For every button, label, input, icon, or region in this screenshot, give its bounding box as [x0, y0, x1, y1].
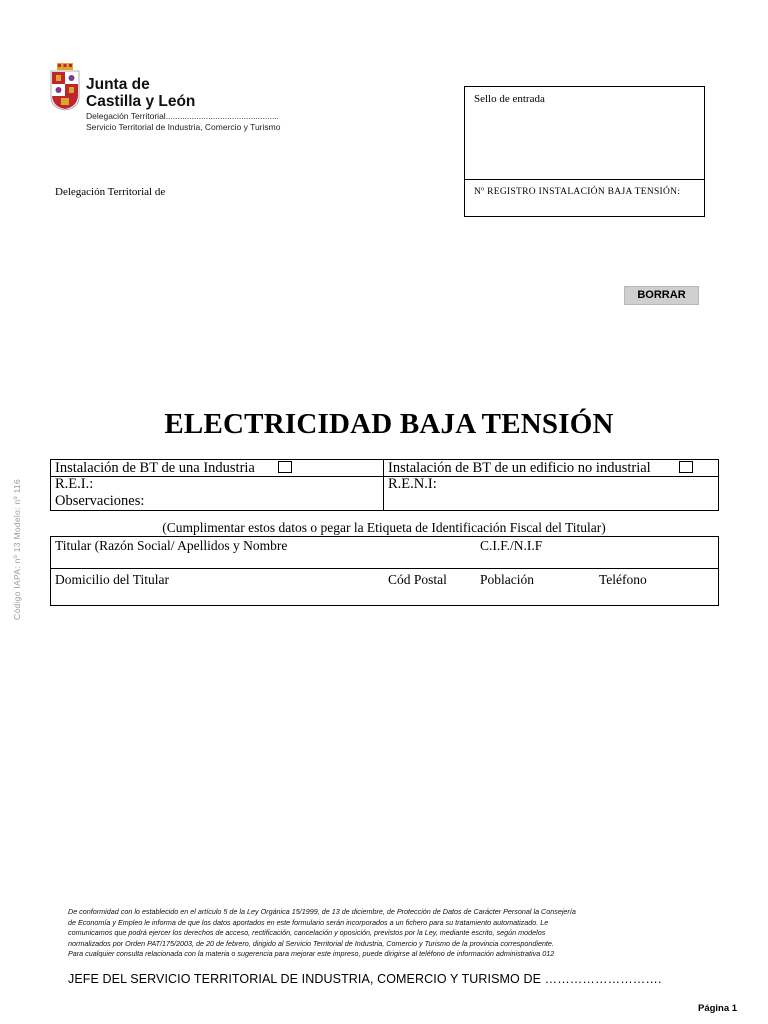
sello-area[interactable] [465, 87, 704, 180]
logo-title [86, 76, 195, 110]
row-divider [51, 476, 718, 477]
cod-postal-label: Cód Postal [388, 572, 447, 587]
coat-of-arms-icon [48, 63, 82, 111]
logo-subtitle-delegacion: Delegación Territorial................................................ [86, 111, 280, 121]
installation-type-table [50, 459, 719, 511]
registro-label: Nº REGISTRO INSTALACIÓN BAJA TENSIÓN: [474, 187, 681, 197]
delegacion-label: Delegación Territorial de [55, 186, 166, 198]
side-code-label: Código IAPA: nº 13 Modelo: nº 116 [12, 478, 22, 620]
titular-note: (Cumplimentar estos datos o pegar la Etiqueta de Identificación Fiscal del Titular) [162, 520, 606, 535]
legal-line: de Economía y Empleo le informa de que los datos aportados en este formulario serán incorporados a un fichero para su tratamiento automatizado. Le [68, 917, 549, 927]
reni-label: R.E.N.I: [388, 476, 437, 492]
telefono-label: Teléfono [599, 572, 647, 587]
legal-line: De conformidad con lo establecido en el artículo 5 de la Ley Orgánica 15/1999, de 13 de diciembre, de Protección de Datos de Carácter Personal la Consejería [68, 907, 576, 916]
industria-label: Instalación de BT de una Industria [55, 460, 255, 476]
legal-line: comunicamos que podrá ejercer los derechos de acceso, rectificación, cancelación y oposición, previstos por la Ley, mediante escrito, según modelos [68, 928, 546, 938]
legal-line: normalizados por Orden PAT/175/2003, de 20 de febrero, dirigido al Servicio Territorial de Industria, Comercio y Turismo de la provincia correspondiente. [68, 938, 554, 948]
domicilio-label: Domicilio del Titular [55, 572, 170, 587]
logo-title-line1: Junta de [86, 76, 150, 93]
legal-line: Para cualquier consulta relacionada con la materia o sugerencia para mejorar este impreso, puede dirigirse al teléfono de información administrativa 012 [68, 949, 555, 959]
no-industrial-label: Instalación de BT de un edificio no industrial [388, 460, 651, 476]
jefe-servicio-line: JEFE DEL SERVICIO TERRITORIAL DE INDUSTRIA, COMERCIO Y TURISMO DE ………………………. [68, 972, 662, 986]
sello-label: Sello de entrada [474, 93, 545, 105]
rei-label: R.E.I.: [55, 476, 94, 492]
industria-checkbox[interactable] [278, 461, 292, 473]
logo-subtitle-servicio: Servicio Territorial de Industria, Comercio y Turismo [86, 122, 281, 132]
logo-title-line2: Castilla y León [86, 93, 196, 110]
column-divider [383, 460, 384, 510]
borrar-button[interactable]: BORRAR [624, 286, 699, 305]
legal-notice [68, 907, 718, 960]
row-divider [51, 568, 718, 569]
page-number: Página 1 [698, 1003, 738, 1014]
junta-logo [48, 63, 288, 135]
titular-label: Titular (Razón Social/ Apellidos y Nombre [55, 538, 288, 553]
cif-label: C.I.F./N.I.F [480, 538, 543, 553]
no-industrial-checkbox[interactable] [679, 461, 693, 473]
stamp-box [464, 86, 705, 217]
page-title: ELECTRICIDAD BAJA TENSIÓN [164, 408, 614, 440]
observaciones-label: Observaciones: [55, 493, 145, 509]
titular-table [50, 536, 719, 606]
poblacion-label: Población [480, 572, 534, 587]
